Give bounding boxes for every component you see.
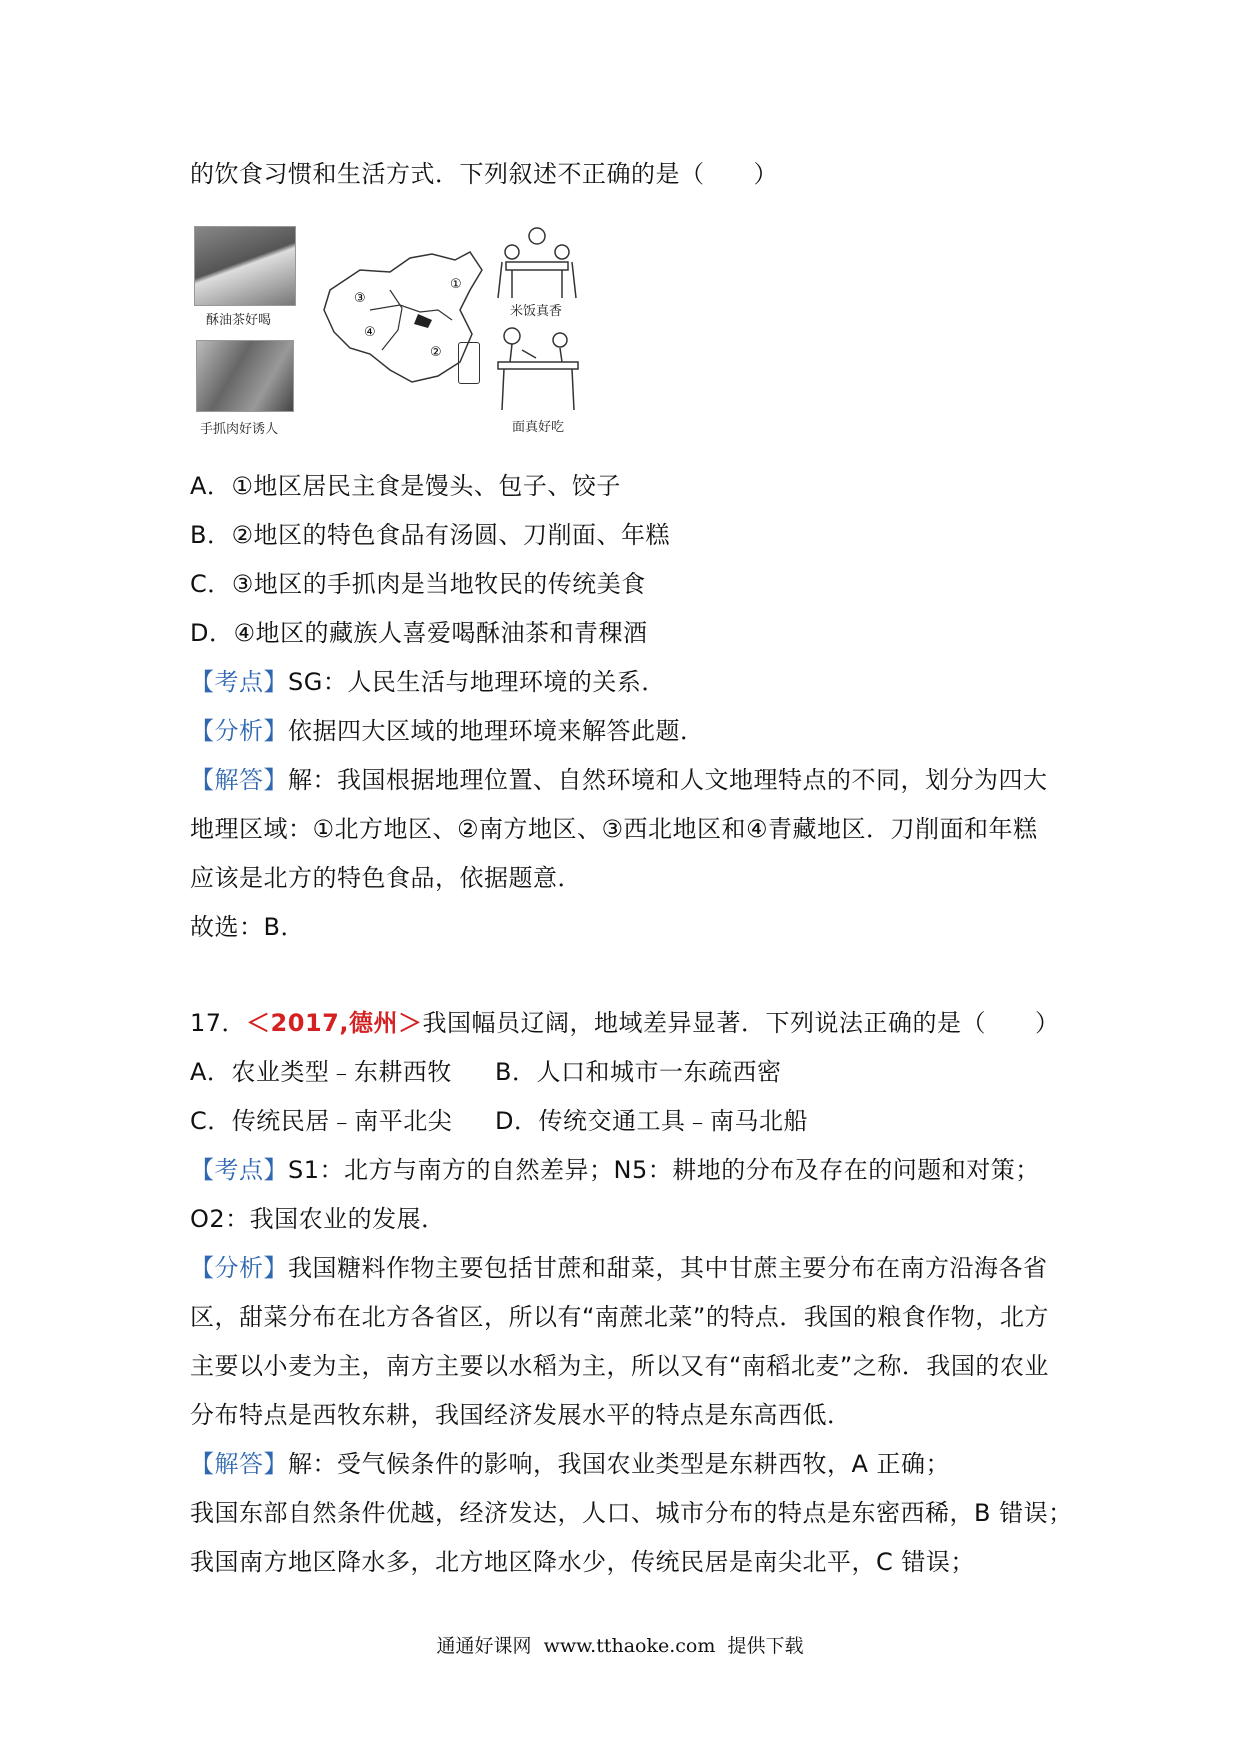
jieda-tag: 【解答】	[190, 766, 288, 794]
caption-hand-meat: 手抓肉好诱人	[200, 422, 279, 437]
q16-jieda-2: 地理区域：①北方地区、②南方地区、③西北地区和④青藏地区．刀削面和年糕	[190, 815, 1038, 843]
q17-number: 17．	[190, 1009, 247, 1037]
jieda-text-1: 解：我国根据地理位置、自然环境和人文地理特点的不同，划分为四大	[288, 766, 1048, 794]
hand-meat-photo	[196, 340, 294, 412]
q17-option-b: B．人口和城市一东疏西密	[495, 1058, 782, 1086]
q17-option-a: A．农业类型﹣东耕西牧	[190, 1058, 452, 1086]
map-label-4: ④	[364, 325, 376, 340]
q16-option-c: C．③地区的手抓肉是当地牧民的传统美食	[190, 570, 646, 598]
q17-option-d: D．传统交通工具﹣南马北船	[495, 1107, 808, 1135]
butter-tea-photo	[194, 226, 296, 306]
q16-stem: 的饮食习惯和生活方式．下列叙述不正确的是（ ）	[190, 160, 778, 188]
q16-option-b: B．②地区的特色食品有汤圆、刀削面、年糕	[190, 521, 670, 549]
q17-kaodian-text-1: S1：北方与南方的自然差异；N5：耕地的分布及存在的问题和对策；	[288, 1156, 1040, 1184]
q17-stem	[190, 1007, 1059, 1039]
q16-kaodian	[190, 666, 666, 698]
q17-fenxi-3: 主要以小麦为主，南方主要以水稻为主，所以又有“南稻北麦”之称．我国的农业	[190, 1352, 1049, 1380]
q16-jieda-3: 应该是北方的特色食品，依据题意．	[190, 864, 582, 892]
q17-kaodian-1	[190, 1154, 1040, 1186]
q17-jieda-text-1: 解：受气候条件的影响，我国农业类型是东耕西牧，A 正确；	[288, 1450, 951, 1478]
q17-jieda-3: 我国南方地区降水多，北方地区降水少，传统民居是南尖北平，C 错误；	[190, 1548, 975, 1576]
kaodian-tag: 【考点】	[190, 668, 288, 696]
rice-family-illustration	[492, 222, 582, 302]
q17-fenxi-tag: 【分析】	[190, 1254, 288, 1282]
q17-jieda-tag: 【解答】	[190, 1450, 288, 1478]
map-label-3: ③	[354, 291, 366, 306]
q17-kaodian-tag: 【考点】	[190, 1156, 288, 1184]
noodle-family-illustration	[492, 322, 587, 414]
map-label-1: ①	[450, 277, 462, 292]
q16-option-d: D．④地区的藏族人喜爱喝酥油茶和青稞酒	[190, 619, 648, 647]
map-label-2: ②	[430, 345, 442, 360]
fenxi-text: 依据四大区域的地理环境来解答此题．	[288, 717, 705, 745]
caption-rice: 米饭真香	[510, 304, 563, 319]
map-inset-box	[458, 342, 480, 384]
q16-figure	[192, 222, 592, 444]
q17-stem-text: 我国幅员辽阔，地域差异显著．下列说法正确的是（ ）	[422, 1009, 1060, 1037]
q16-fenxi	[190, 715, 705, 747]
q17-kaodian-2: O2：我国农业的发展．	[190, 1205, 446, 1233]
caption-butter-tea: 酥油茶好喝	[206, 313, 272, 328]
q17-jieda-2: 我国东部自然条件优越，经济发达，人口、城市分布的特点是东密西稀，B 错误；	[190, 1499, 1073, 1527]
q17-fenxi-4: 分布特点是西牧东耕，我国经济发展水平的特点是东高西低．	[190, 1401, 852, 1429]
fenxi-tag: 【分析】	[190, 717, 288, 745]
q16-answer: 故选：B．	[190, 913, 305, 941]
q16-jieda-1	[190, 764, 1048, 796]
q17-fenxi-text-1: 我国糖料作物主要包括甘蔗和甜菜，其中甘蔗主要分布在南方沿海各省	[288, 1254, 1048, 1282]
q16-option-a: A．①地区居民主食是馒头、包子、饺子	[190, 472, 621, 500]
q17-option-c: C．传统民居﹣南平北尖	[190, 1107, 453, 1135]
q17-fenxi-1	[190, 1252, 1048, 1284]
q17-source: ＜2017,德州＞	[246, 1009, 423, 1037]
caption-noodle: 面真好吃	[512, 420, 565, 435]
page-footer: 通通好课网 www.tthaoke.com 提供下载	[436, 1635, 804, 1657]
q17-fenxi-2: 区，甜菜分布在北方各省区，所以有“南蔗北菜”的特点．我国的粮食作物，北方	[190, 1303, 1049, 1331]
q17-jieda-1	[190, 1448, 950, 1480]
kaodian-text: SG：人民生活与地理环境的关系．	[288, 668, 666, 696]
